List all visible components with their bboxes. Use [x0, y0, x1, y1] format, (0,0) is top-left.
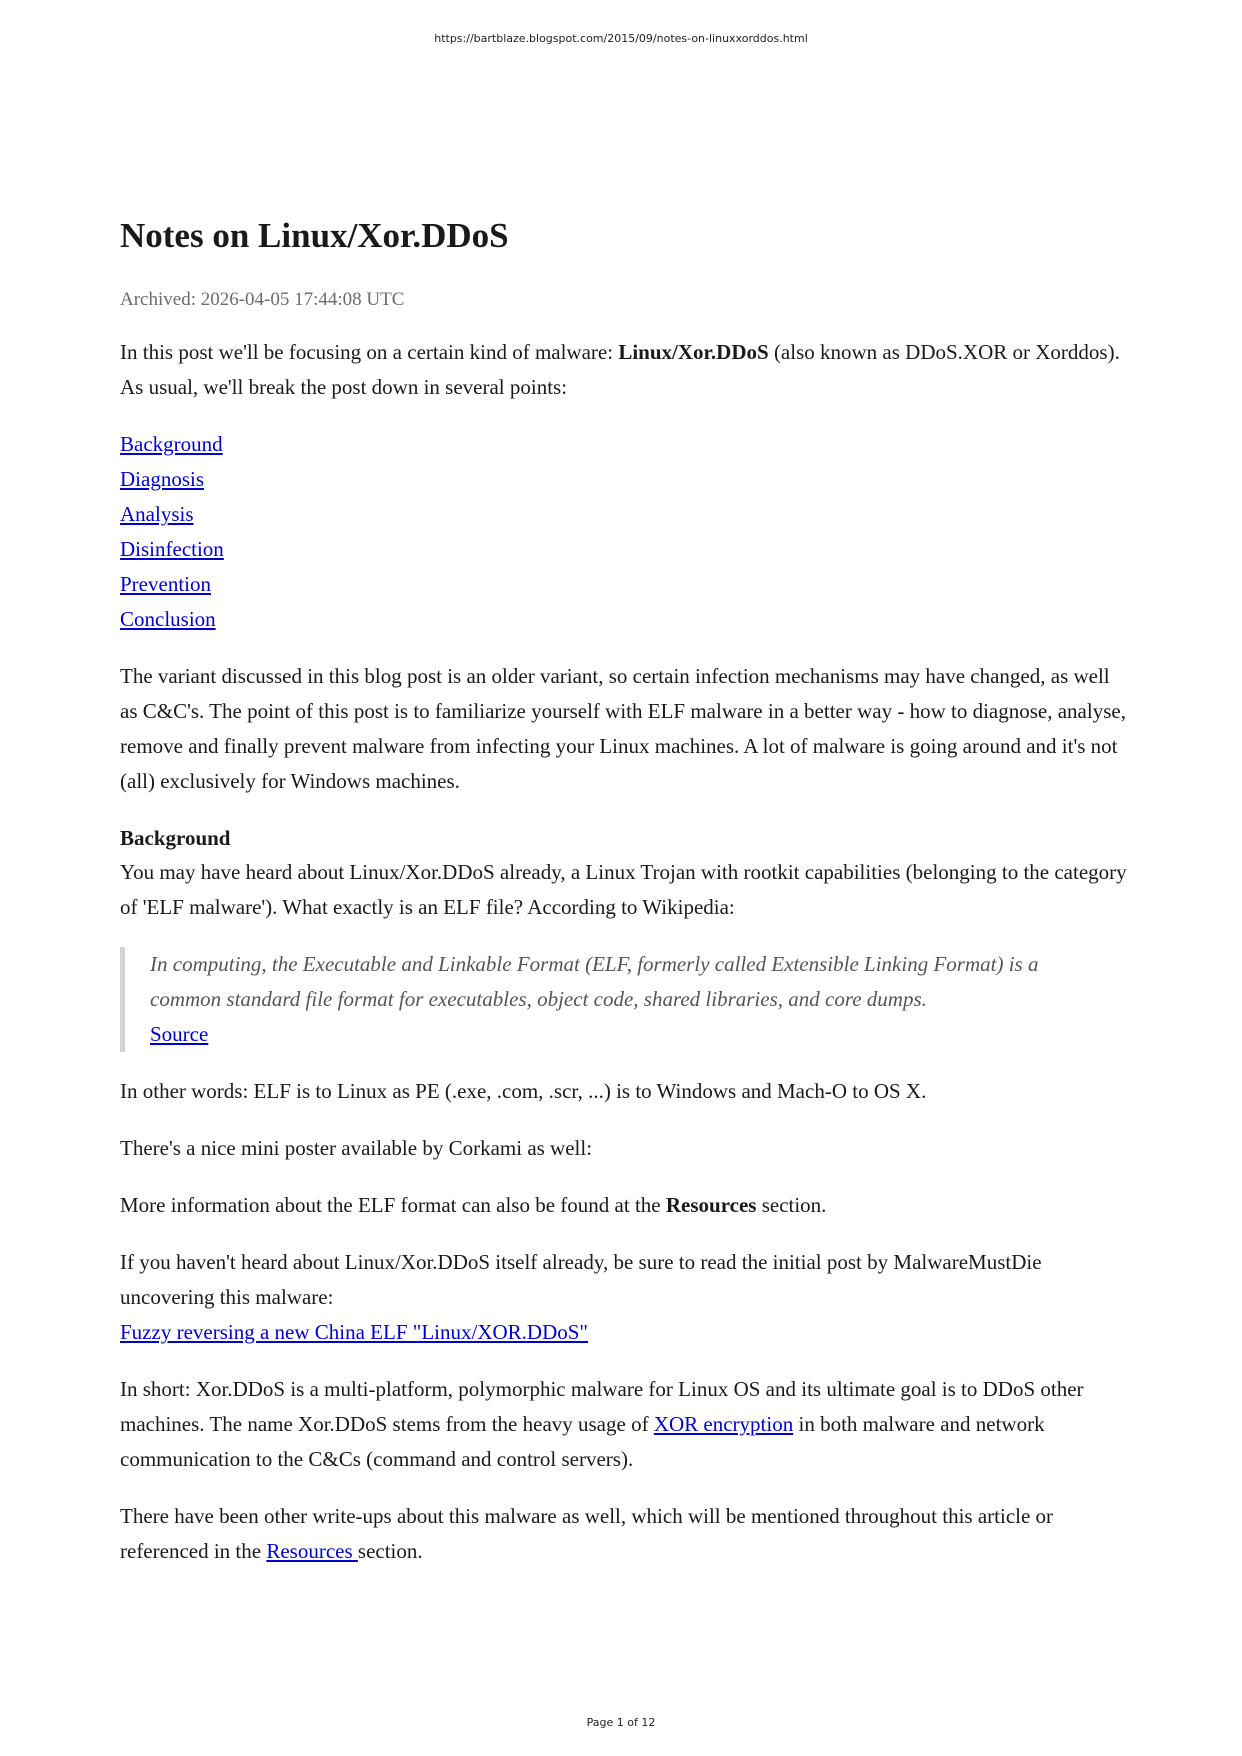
table-of-contents [120, 427, 1130, 637]
other-writeups-paragraph [120, 1499, 1130, 1569]
page-number-footer: Page 1 of 12 [586, 1716, 656, 1729]
toc-link-diagnosis[interactable]: Diagnosis [120, 467, 204, 491]
toc-link-conclusion[interactable]: Conclusion [120, 607, 216, 631]
intro-text-end: (also known as DDoS.XOR or Xorddos). As usual, we'll break the post down in several points: [120, 340, 1120, 399]
other-writeups-text-end: section. [357, 1539, 423, 1563]
if-not-heard-paragraph [120, 1245, 1130, 1350]
wikipedia-quote [120, 947, 1130, 1052]
more-info-paragraph [120, 1188, 1130, 1223]
xor-encryption-link[interactable]: XOR encryption [653, 1412, 794, 1436]
more-info-text-end: section. [756, 1193, 827, 1217]
fuzzy-reversing-link[interactable]: Fuzzy reversing a new China ELF "Linux/XOR.DDoS" [120, 1320, 588, 1344]
other-words-paragraph: In other words: ELF is to Linux as PE (.exe, .com, .scr, ...) is to Windows and Mach-O to OS X. [120, 1079, 927, 1103]
archived-timestamp: Archived: 2026-04-05 17:44:08 UTC [120, 289, 405, 310]
toc-link-disinfection[interactable]: Disinfection [120, 537, 224, 561]
in-short-text-start: In short: Xor.DDoS is a multi-platform, polymorphic malware for Linux OS and its ultimate goal is to DDoS other machines. The name Xor.DDoS stems from the heavy usage of [120, 1377, 1084, 1436]
quote-text: In computing, the Executable and Linkable Format (ELF, formerly called Extensible Linking Format) is a common standard file format for executables, object code, shared libraries, and core dumps. [150, 952, 1039, 1011]
more-info-text-start: More information about the ELF format can also be found at the [120, 1193, 666, 1217]
intro-paragraph [120, 335, 1130, 405]
in-short-text-end: in both malware and network communication to the C&Cs (command and control servers). [120, 1412, 1045, 1471]
resources-link[interactable]: Resources [266, 1539, 358, 1563]
page-title: Notes on Linux/Xor.DDoS [120, 216, 509, 255]
in-short-paragraph [120, 1372, 1130, 1477]
article-content [120, 212, 1130, 1569]
more-info-bold-resources: Resources [665, 1193, 757, 1217]
intro-text-start: In this post we'll be focusing on a certain kind of malware: [120, 340, 619, 364]
if-not-heard-text: If you haven't heard about Linux/Xor.DDoS itself already, be sure to read the initial post by MalwareMustDie uncovering this malware: [120, 1250, 1042, 1309]
toc-link-prevention[interactable]: Prevention [120, 572, 211, 596]
background-heading: Background [120, 826, 231, 850]
toc-link-background[interactable]: Background [120, 432, 223, 456]
page-url-header: https://bartblaze.blogspot.com/2015/09/notes-on-linuxxorddos.html [434, 32, 808, 45]
other-writeups-text-start: There have been other write-ups about this malware as well, which will be mentioned throughout this article or referenced in the [120, 1504, 1054, 1563]
background-paragraph: You may have heard about Linux/Xor.DDoS already, a Linux Trojan with rootkit capabilities (belonging to the category of 'ELF malware'). What exactly is an ELF file? According to Wikipedia: [120, 860, 1127, 919]
toc-link-analysis[interactable]: Analysis [120, 502, 194, 526]
quote-source-link[interactable]: Source [150, 1022, 209, 1046]
poster-paragraph: There's a nice mini poster available by Corkami as well: [120, 1136, 593, 1160]
intro-bold-name: Linux/Xor.DDoS [618, 340, 769, 364]
variant-paragraph: The variant discussed in this blog post is an older variant, so certain infection mechanisms may have changed, as well as C&C's. The point of this post is to familiarize yourself with ELF malware in a better way - how to diagnose, analyse, remove and finally prevent malware from infecting your Linux machines. A lot of malware is going around and it's not (all) exclusively for Windows machines. [120, 664, 1126, 793]
